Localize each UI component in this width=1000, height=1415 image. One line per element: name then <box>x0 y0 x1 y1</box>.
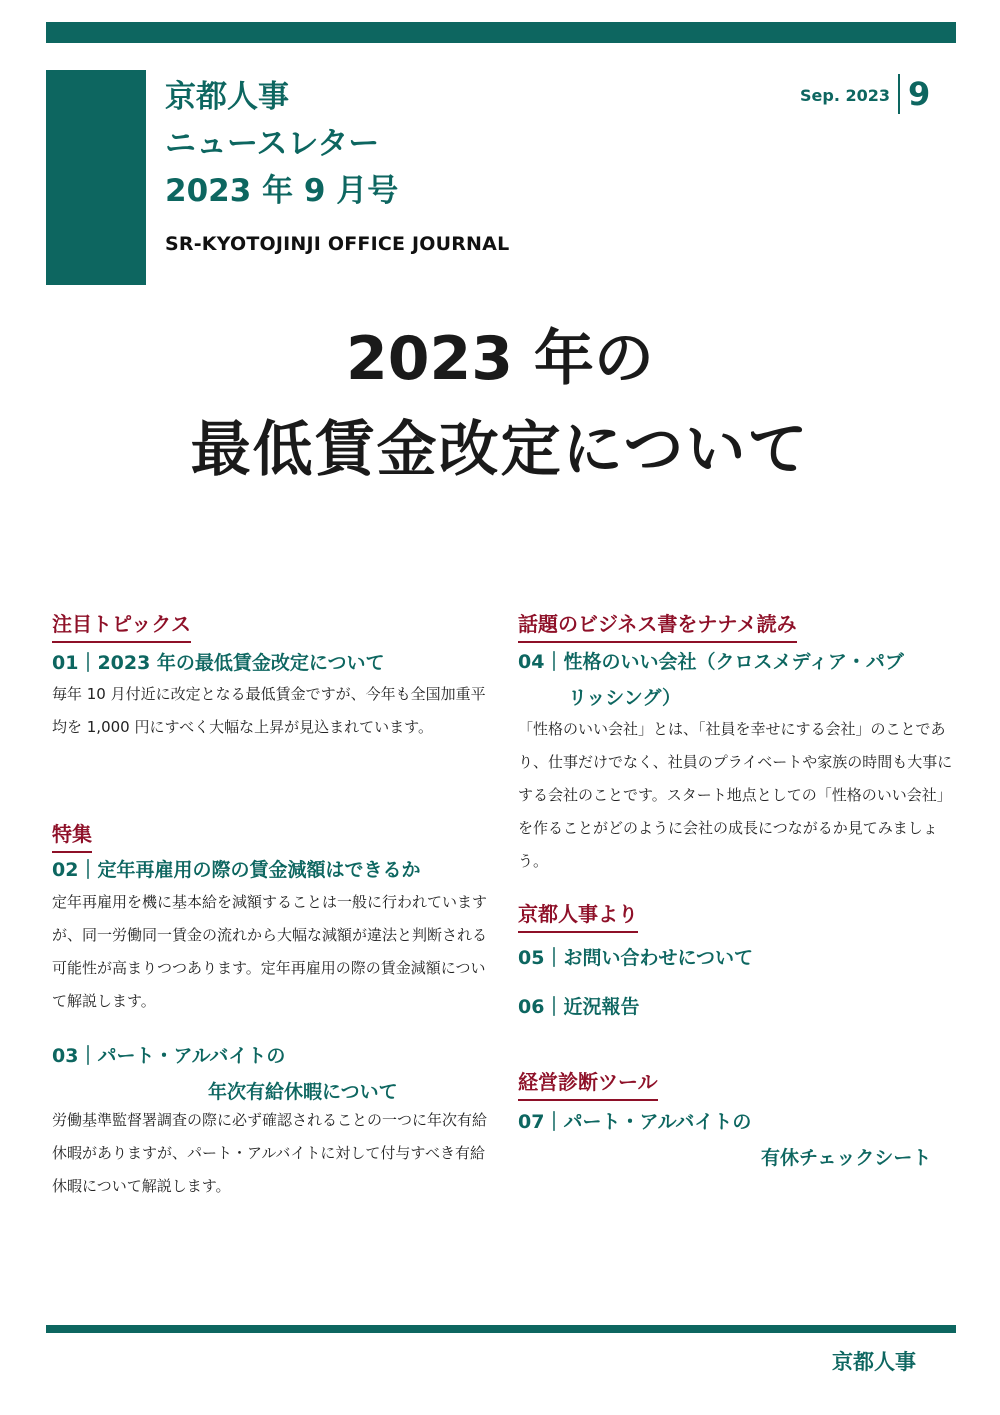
section-heading-from-kyotojinji: 京都人事より <box>518 900 638 933</box>
item-title-07-line-1: 07｜パート・アルバイトの <box>518 1111 752 1133</box>
section-heading-business-books: 話題のビジネス書をナナメ読み <box>518 610 797 643</box>
section-heading-diagnosis-tool: 経営診断ツール <box>518 1068 658 1101</box>
masthead <box>165 74 398 215</box>
top-accent-bar <box>46 22 956 43</box>
masthead-color-block <box>46 70 146 285</box>
page-title-line-2: 最低賃金改定について <box>190 415 810 485</box>
page-title <box>0 318 1000 500</box>
issue-divider <box>898 74 900 114</box>
section-heading-topics: 注目トピックス <box>52 610 191 643</box>
masthead-line-3: 2023 年 9 月号 <box>165 173 399 209</box>
bottom-accent-bar <box>46 1325 956 1333</box>
item-body-03: 労働基準監督署調査の際に必ず確認されることの一つに年次有給休暇がありますが、パート・アルバイトに対して付与すべき有給休暇について解説します。 <box>52 1111 488 1195</box>
footer-brand: 京都人事 <box>832 1350 916 1374</box>
issue-number: 9 <box>908 75 931 113</box>
item-title-07[interactable] <box>518 1104 931 1176</box>
masthead-line-2: ニュースレター <box>165 126 380 162</box>
item-title-02[interactable]: 02｜定年再雇用の際の賃金減額はできるか <box>52 859 421 881</box>
item-title-03-line-1: 03｜パート・アルバイトの <box>52 1045 286 1067</box>
item-title-04[interactable] <box>518 644 904 716</box>
item-title-03-line-2: 年次有給休暇について <box>208 1081 398 1103</box>
journal-name: SR-KYOTOJINJI OFFICE JOURNAL <box>165 233 510 255</box>
item-body-02: 定年再雇用を機に基本給を減額することは一般に行われていますが、同一労働同一賃金の流れから大幅な減額が違法と判断される可能性が高まりつつあります。定年再雇用の際の賃金減額について解説します。 <box>52 893 488 1010</box>
item-title-06[interactable]: 06｜近況報告 <box>518 996 640 1018</box>
item-title-07-line-2: 有休チェックシート <box>761 1147 932 1169</box>
item-body-04: 「性格のいい会社」とは、「社員を幸せにする会社」のことであり、仕事だけでなく、社員のプライベートや家族の時間も大事にする会社のことです。スタート地点としての「性格のいい会社」を作ることがどのように会社の成長につながるか見てみましょう。 <box>518 720 953 870</box>
item-title-04-line-1: 04｜性格のいい会社（クロスメディア・パブ <box>518 651 904 673</box>
item-body-01: 毎年 10 月付近に改定となる最低賃金ですが、今年も全国加重平均を 1,000 円にすべく大幅な上昇が見込まれています。 <box>52 685 486 736</box>
item-title-03[interactable] <box>52 1038 398 1110</box>
item-title-01[interactable]: 01｜2023 年の最低賃金改定について <box>52 652 385 674</box>
masthead-line-1: 京都人事 <box>165 79 289 115</box>
item-title-04-line-2: リッシング） <box>568 687 681 709</box>
section-heading-feature: 特集 <box>52 820 92 853</box>
item-title-05[interactable]: 05｜お問い合わせについて <box>518 947 754 969</box>
page-title-line-1: 2023 年の <box>346 324 654 394</box>
issue-date: Sep. 2023 <box>800 86 891 105</box>
